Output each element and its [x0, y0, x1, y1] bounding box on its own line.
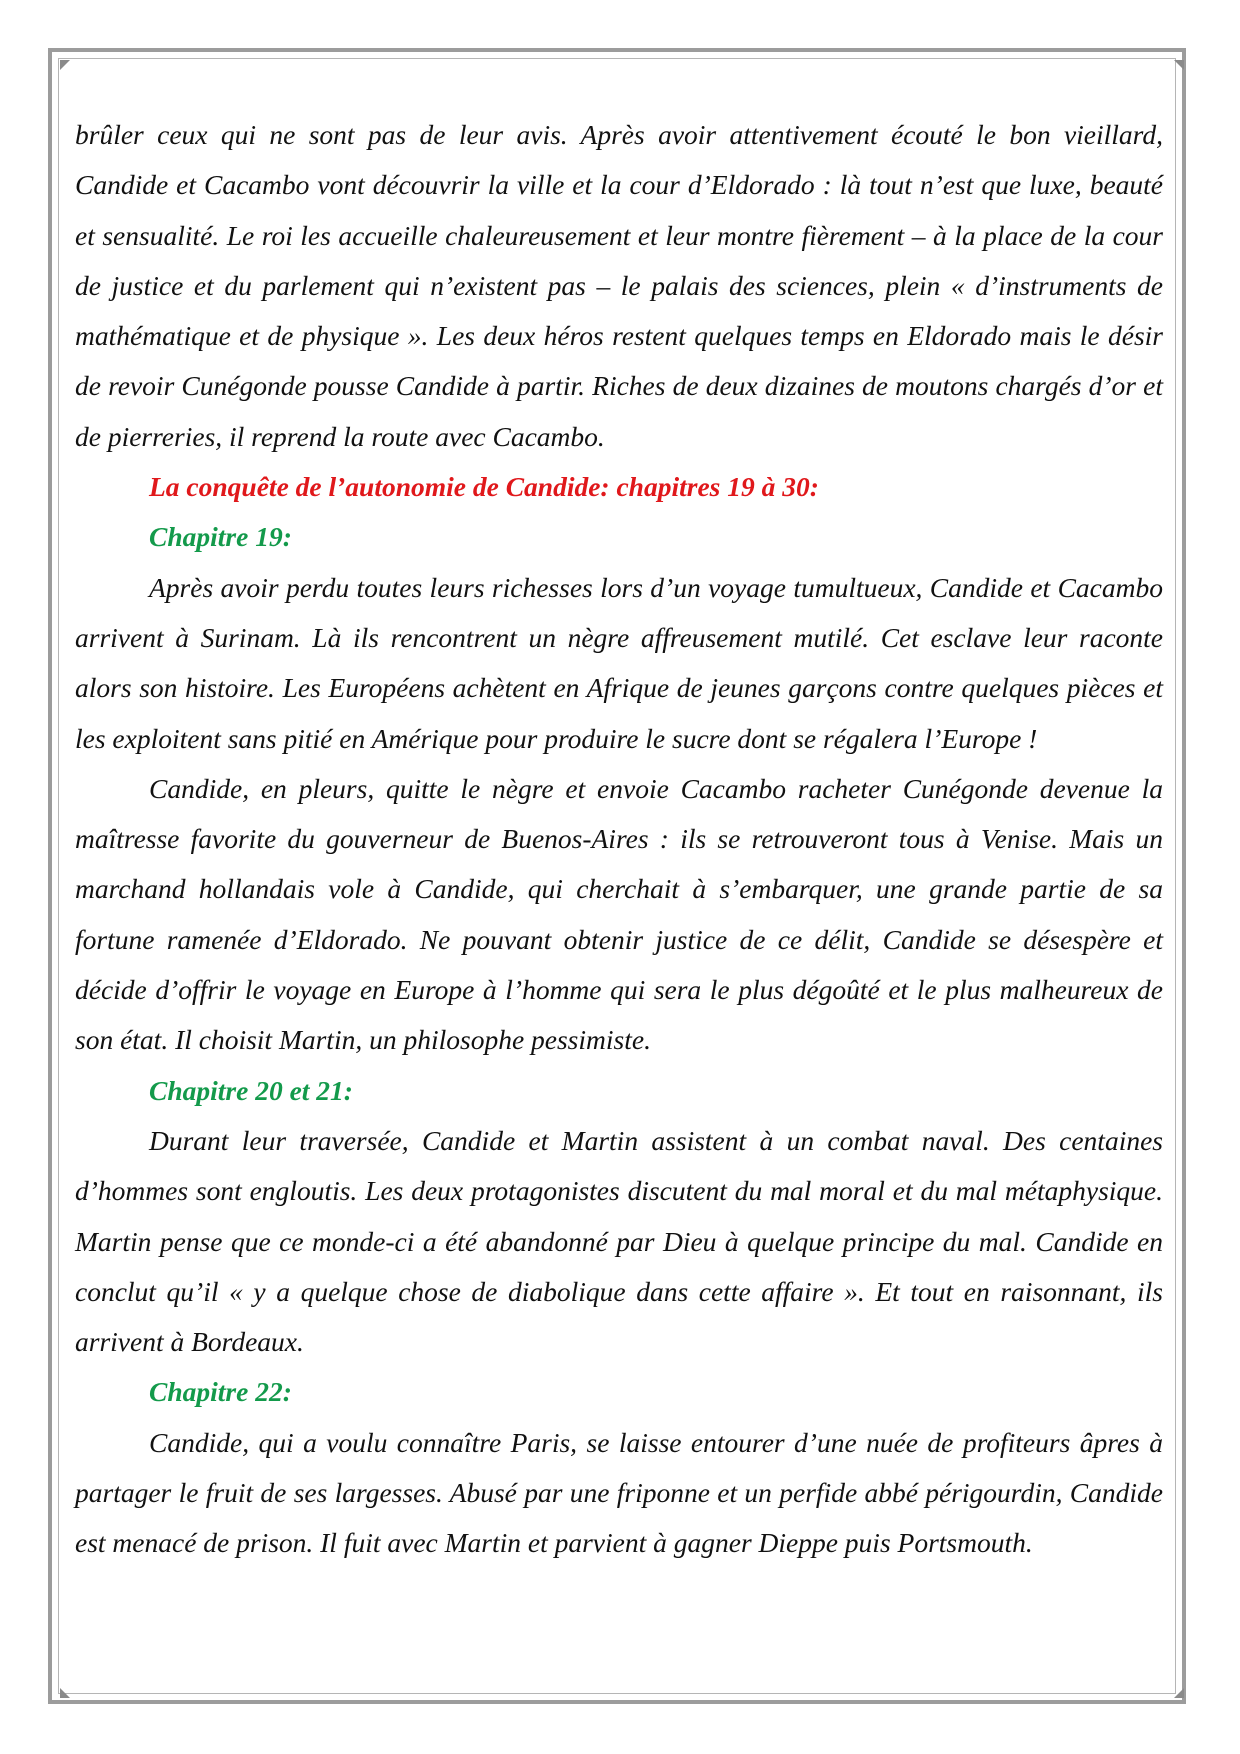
corner-ornament-bottom-right	[1174, 1688, 1184, 1698]
corner-ornament-bottom-left	[60, 1688, 70, 1698]
chapter-22-heading: Chapitre 22:	[149, 1376, 292, 1408]
chapter-19-paragraph-2: Candide, en pleurs, quitte le nègre et envoie Cacambo racheter Cunégonde devenue la maîtresse favorite du gouverneur de Buenos-Aires : ils se retrouveront tous à Venise. Mais un marchand hollandais vole à Candide, qui cherchait à s’embarquer, une grande partie de sa fortune ramenée d’Eldorado. Ne pouvant obtenir justice de ce délit, Candide se désespère et décide d’offrir le voyage en Europe à l’homme qui sera le plus dégoûté et le plus malheureux de son état. Il choisit Martin, un philosophe pessimiste.	[75, 772, 1163, 1056]
chapter-22-paragraph: Candide, qui a voulu connaître Paris, se laisse entourer d’une nuée de profiteurs âpres à partager le fruit de ses largesses. Abusé par une friponne et un perfide abbé périgourdin, Candide est menacé de prison. Il fuit avec Martin et parvient à gagner Dieppe puis Portsmouth.	[75, 1426, 1163, 1559]
chapter-20-21-paragraph: Durant leur traversée, Candide et Martin assistent à un combat naval. Des centaines d’hommes sont engloutis. Les deux protagonistes discutent du mal moral et du mal métaphysique. Martin pense que ce monde-ci a été abandonné par Dieu à quelque principe du mal. Candide en conclut qu’il « y a quelque chose de diabolique dans cette affaire ». Et tout en raisonnant, ils arrivent à Bordeaux.	[75, 1124, 1163, 1358]
chapter-20-21-heading: Chapitre 20 et 21:	[149, 1074, 353, 1106]
corner-ornament-top-left	[60, 60, 70, 70]
page-body	[75, 110, 1163, 1569]
paragraph-eldorado: brûler ceux qui ne sont pas de leur avis. Après avoir attentivement écouté le bon vieillard, Candide et Cacambo vont découvrir la ville et la cour d’Eldorado : là tout n’est que luxe, beauté et sensualité. Le roi les accueille chaleureusement et leur montre fièrement – à la place de la cour de justice et du parlement qui n’existent pas – le palais des sciences, plein « d’instruments de mathématique et de physique ». Les deux héros restent quelques temps en Eldorado mais le désir de revoir Cunégonde pousse Candide à partir. Riches de deux dizaines de moutons chargés d’or et de pierreries, il reprend la route avec Cacambo.	[75, 119, 1163, 452]
corner-ornament-top-right	[1174, 60, 1184, 70]
chapter-19-heading: Chapitre 19:	[149, 521, 292, 553]
chapter-19-paragraph-1: Après avoir perdu toutes leurs richesses lors d’un voyage tumultueux, Candide et Cacambo arrivent à Surinam. Là ils rencontrent un nègre affreusement mutilé. Cet esclave leur raconte alors son histoire. Les Européens achètent en Afrique de jeunes garçons contre quelques pièces et les exploitent sans pitié en Amérique pour produire le sucre dont se régalera l’Europe !	[75, 571, 1163, 754]
section-heading: La conquête de l’autonomie de Candide: chapitres 19 à 30:	[149, 471, 819, 503]
